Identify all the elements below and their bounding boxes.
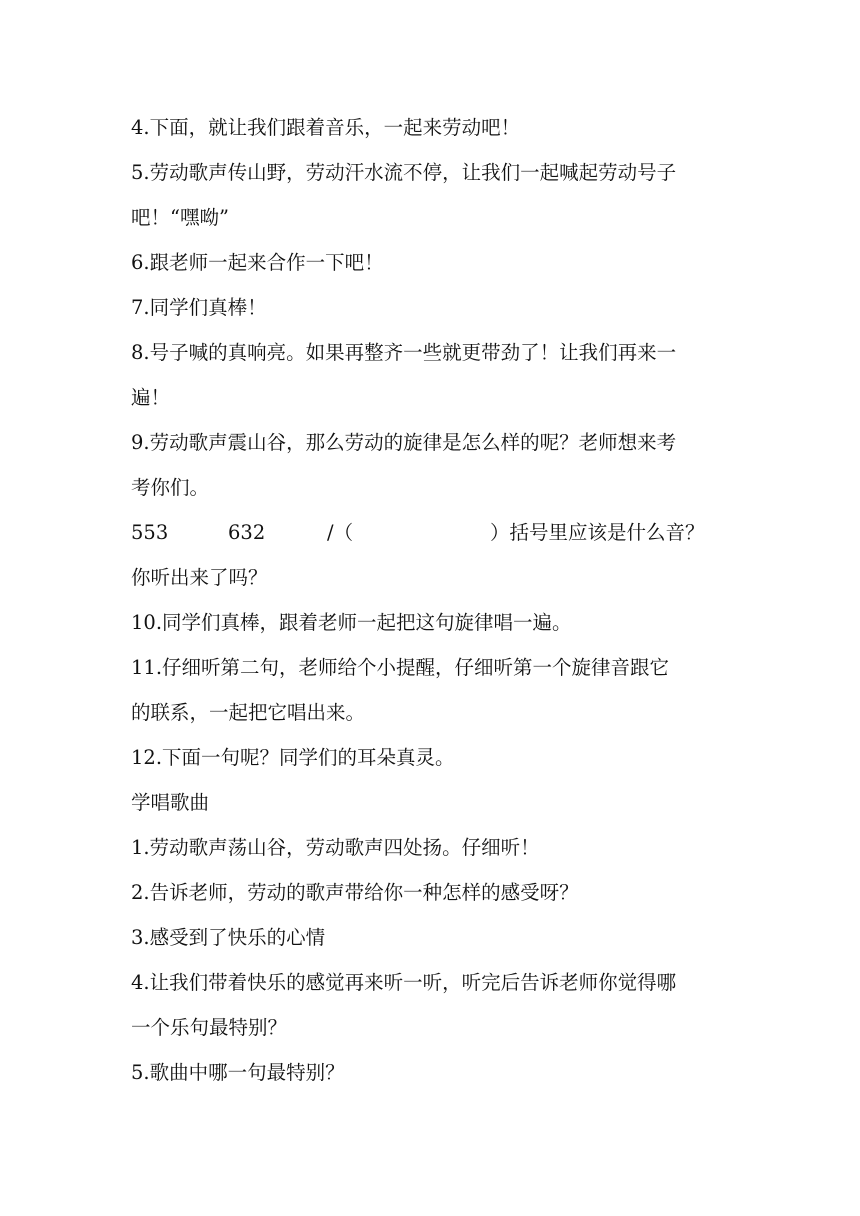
melody-question: ）括号里应该是什么音？ (490, 521, 705, 544)
paragraph-line: 4.让我们带着快乐的感觉再来听一听，听完后告诉老师你觉得哪 (131, 971, 677, 994)
paragraph-line: 吧！“嘿呦” (131, 206, 229, 229)
paragraph-line: 11.仔细听第二句，老师给个小提醒，仔细听第一个旋律音跟它 (131, 656, 670, 679)
melody-notes-1: 553 (131, 521, 169, 544)
paragraph-line: 6.跟老师一起来合作一下吧！ (131, 251, 384, 274)
section-heading: 学唱歌曲 (131, 791, 210, 814)
paragraph-line: 12.下面一句呢？同学们的耳朵真灵。 (131, 746, 455, 769)
paragraph-line: 3.感受到了快乐的心情 (131, 926, 326, 949)
paragraph-line: 一个乐句最特别？ (131, 1016, 288, 1039)
melody-question-line (131, 519, 741, 547)
paragraph-line: 考你们。 (131, 476, 210, 499)
paragraph-line: 4.下面，就让我们跟着音乐，一起来劳动吧！ (131, 116, 521, 139)
melody-blank-open: /（ (327, 521, 354, 544)
paragraph-line: 7.同学们真棒！ (131, 296, 267, 319)
paragraph-line: 2.告诉老师，劳动的歌声带给你一种怎样的感受呀？ (131, 881, 579, 904)
paragraph-line: 8.号子喊的真响亮。如果再整齐一些就更带劲了！让我们再来一 (131, 341, 677, 364)
paragraph-line: 的联系，一起把它唱出来。 (131, 701, 366, 724)
paragraph-line: 1.劳动歌声荡山谷，劳动歌声四处扬。仔细听！ (131, 836, 540, 859)
paragraph-line: 遍！ (131, 386, 171, 409)
paragraph-line: 5.劳动歌声传山野，劳动汗水流不停，让我们一起喊起劳动号子 (131, 161, 677, 184)
paragraph-line: 5.歌曲中哪一句最特别？ (131, 1061, 345, 1084)
paragraph-line: 9.劳动歌声震山谷，那么劳动的旋律是怎么样的呢？老师想来考 (131, 431, 677, 454)
paragraph-line: 你听出来了吗？ (131, 566, 268, 589)
melody-notes-2: 632 (228, 521, 266, 544)
paragraph-line: 10.同学们真棒，跟着老师一起把这句旋律唱一遍。 (131, 611, 572, 634)
